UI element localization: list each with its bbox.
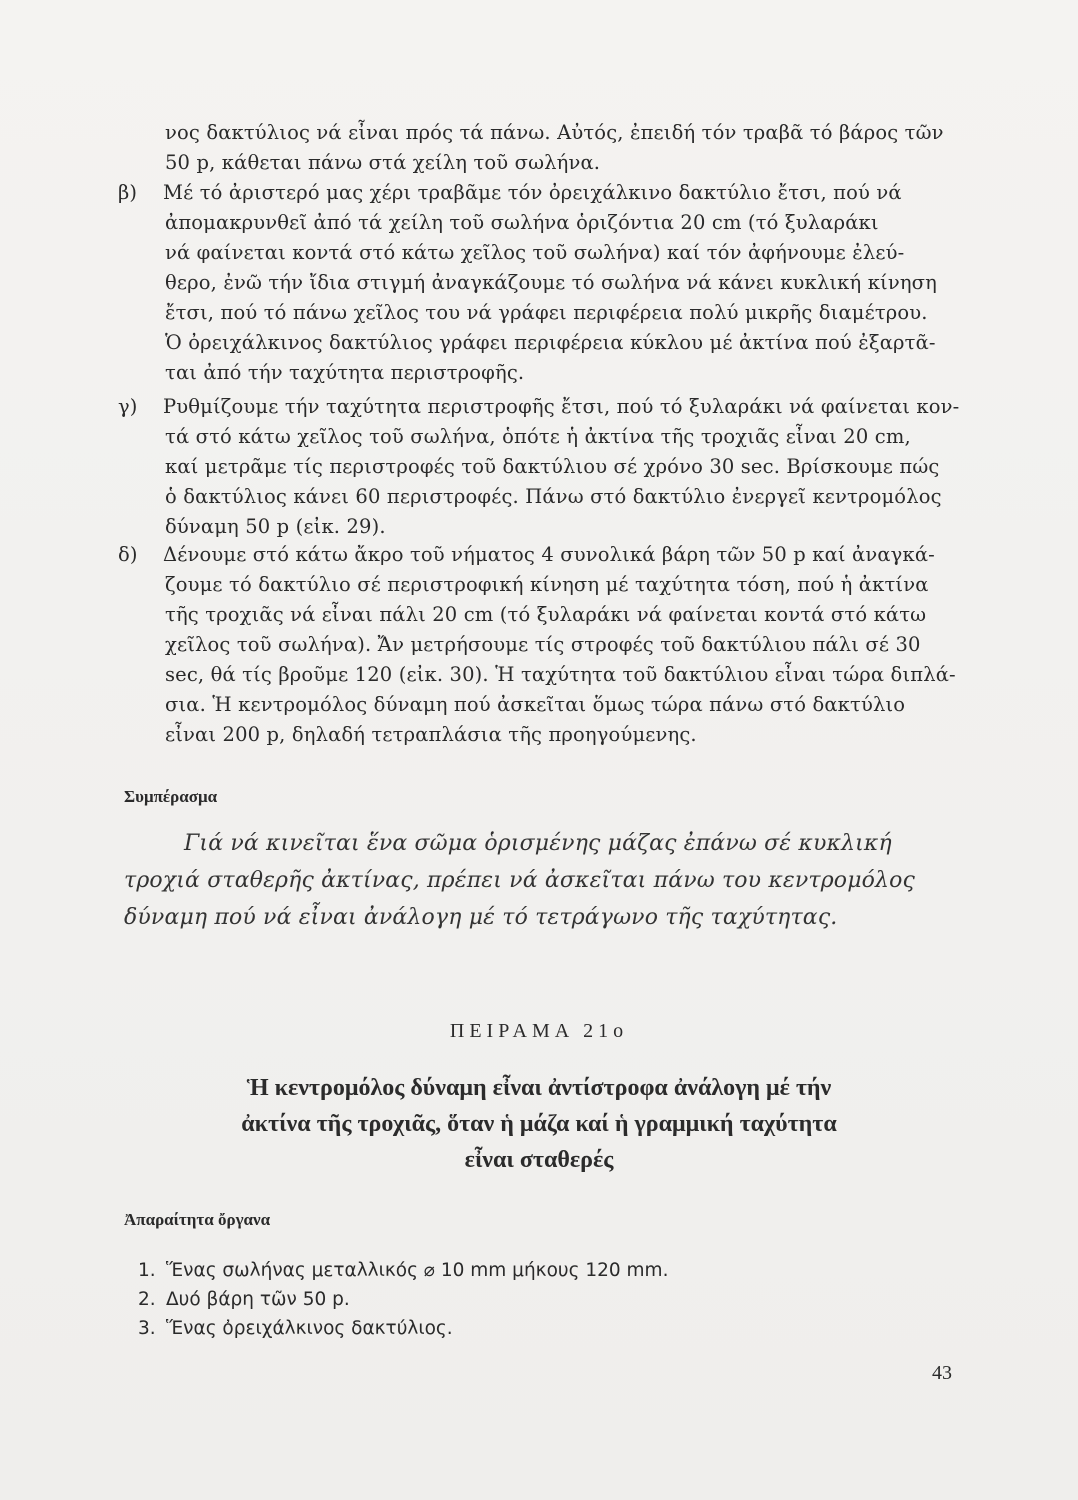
experiment-heading [0, 1070, 1078, 1178]
text-line: Δένουμε στό κάτω ἄκρο τοῦ νήματος 4 συνολικά βάρη τῶν 50 p καί ἀναγκά- [163, 543, 935, 566]
page-number: 43 [932, 1362, 952, 1384]
paragraph-delta [118, 540, 958, 750]
text-line: δύναμη πού νά εἶναι ἀνάλογη μέ τό τετράγωνο τῆς ταχύτητας. [124, 905, 838, 930]
list-item [138, 1314, 668, 1343]
text-line: Ὁ ὀρειχάλκινος δακτύλιος γράφει περιφέρεια κύκλου μέ ἀκτίνα πού ἐξαρτᾶ- [165, 331, 936, 354]
text-line: δύναμη 50 p (εἰκ. 29). [165, 515, 386, 538]
text-line: 50 p, κάθεται πάνω στά χείλη τοῦ σωλήνα. [165, 151, 601, 174]
text-line: χεῖλος τοῦ σωλήνα). Ἄν μετρήσουμε τίς στροφές τοῦ δακτύλιου πάλι σέ 30 [165, 633, 921, 656]
heading-line: εἶναι σταθερές [464, 1147, 614, 1173]
text-line: Μέ τό ἀριστερό μας χέρι τραβᾶμε τόν ὀρειχάλκινο δακτύλιο ἔτσι, πού νά [163, 181, 902, 204]
item-text: Δυό βάρη τῶν 50 p. [166, 1289, 350, 1310]
text-line: τροχιά σταθερῆς ἀκτίνας, πρέπει νά ἀσκεῖται πάνω του κεντρομόλος [124, 868, 915, 893]
text-line: νά φαίνεται κοντά στό κάτω χεῖλος τοῦ σωλήνα) καί τόν ἀφήνουμε ἐλεύ- [165, 241, 905, 264]
item-text: Ἕνας σωλήνας μεταλλικός ⌀ 10 mm μήκους 120 mm. [166, 1260, 669, 1281]
text-line: ἔτσι, πού τό πάνω χεῖλος του νά γράφει περιφέρεια πολύ μικρῆς διαμέτρου. [165, 301, 928, 324]
item-number: 1. [138, 1260, 156, 1281]
experiment-title: ΠΕΙΡΑΜΑ 21ο [449, 1020, 629, 1042]
text-line: Γιά νά κινεῖται ἕνα σῶμα ὁρισμένης μάζας ἐπάνω σέ κυκλική [184, 831, 892, 856]
text-line: τά στό κάτω χεῖλος τοῦ σωλήνα, ὁπότε ἡ ἀκτίνα τῆς τροχιᾶς εἶναι 20 cm, [165, 425, 911, 448]
text-line: εἶναι 200 p, δηλαδή τετραπλάσια τῆς προηγούμενης. [165, 723, 697, 746]
text-line: καί μετρᾶμε τίς περιστροφές τοῦ δακτύλιου σέ χρόνο 30 sec. Βρίσκουμε πώς [165, 455, 940, 478]
tools-list [138, 1256, 668, 1343]
text-line: sec, θά τίς βροῦμε 120 (εἰκ. 30). Ἡ ταχύτητα τοῦ δακτύλιου εἶναι τώρα διπλά- [165, 663, 956, 686]
tools-title: Ἀπαραίτητα ὄργανα [124, 1210, 271, 1229]
item-number: 2. [138, 1289, 156, 1310]
item-label: β) [118, 181, 138, 204]
text-line: νος δακτύλιος νά εἶναι πρός τά πάνω. Αὐτός, ἐπειδή τόν τραβᾶ τό βάρος τῶν [165, 121, 944, 144]
conclusion-text [124, 825, 964, 936]
text-line: Ρυθμίζουμε τήν ταχύτητα περιστροφῆς ἔτσι, πού τό ξυλαράκι νά φαίνεται κον- [163, 395, 960, 418]
item-label: γ) [118, 395, 138, 418]
text-line: τῆς τροχιᾶς νά εἶναι πάλι 20 cm (τό ξυλαράκι νά φαίνεται κοντά στό κάτω [165, 603, 927, 626]
item-label: δ) [118, 543, 138, 566]
list-item [138, 1285, 668, 1314]
heading-line: ἀκτίνα τῆς τροχιᾶς, ὅταν ἡ μάζα καί ἡ γραμμική ταχύτητα [241, 1111, 837, 1137]
text-line: ται ἀπό τήν ταχύτητα περιστροφῆς. [165, 361, 525, 384]
item-number: 3. [138, 1318, 156, 1339]
text-line: θερο, ἐνῶ τήν ἴδια στιγμή ἀναγκάζουμε τό σωλήνα νά κάνει κυκλική κίνηση [165, 271, 937, 294]
text-line: ζουμε τό δακτύλιο σέ περιστροφική κίνηση μέ ταχύτητα τόση, πού ἡ ἀκτίνα [165, 573, 929, 596]
paragraph-gamma [118, 392, 958, 542]
conclusion-title: Συμπέρασμα [124, 787, 218, 806]
text-line: ἀπομακρυνθεῖ ἀπό τά χείλη τοῦ σωλήνα ὁριζόντια 20 cm (τό ξυλαράκι [165, 211, 879, 234]
item-text: Ἕνας ὀρειχάλκινος δακτύλιος. [166, 1318, 453, 1339]
text-line: ὁ δακτύλιος κάνει 60 περιστροφές. Πάνω στό δακτύλιο ἐνεργεῖ κεντρομόλος [165, 485, 942, 508]
intro-paragraph [118, 118, 958, 178]
list-item [138, 1256, 668, 1285]
heading-line: Ἡ κεντρομόλος δύναμη εἶναι ἀντίστροφα ἀνάλογη μέ τήν [246, 1075, 832, 1101]
text-line: σια. Ἡ κεντρομόλος δύναμη πού ἀσκεῖται ὅμως τώρα πάνω στό δακτύλιο [165, 693, 906, 716]
paragraph-beta [118, 178, 958, 388]
